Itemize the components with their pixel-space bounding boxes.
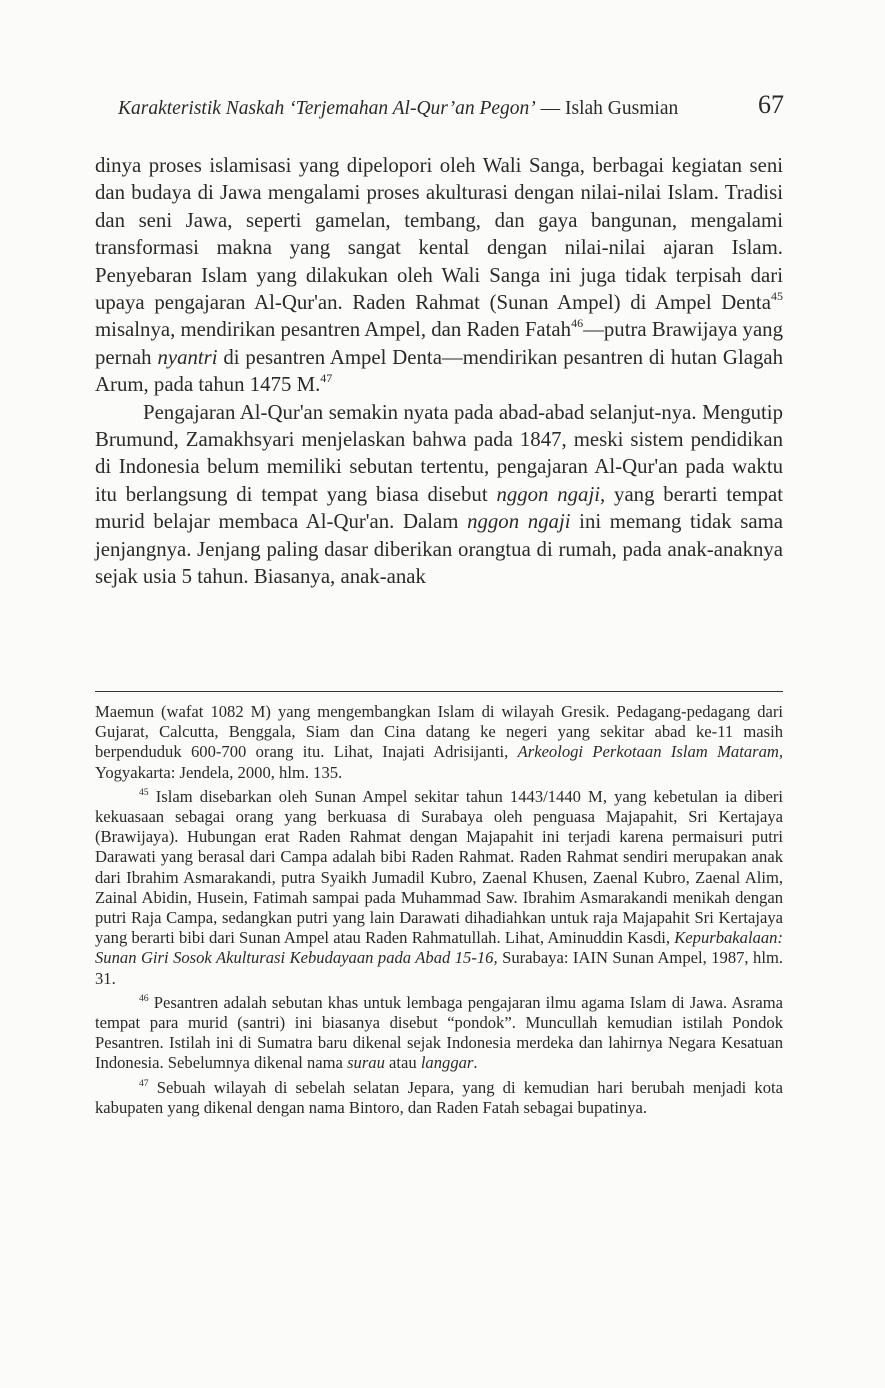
text-run: Sebuah wilayah di sebelah selatan Jepara, yang di kemudian hari berubah menjadi kota kabupaten yang dikenal dengan nama Bintoro, dan Raden Fatah sebagai bupatinya. — [95, 1077, 783, 1117]
footnote-ref-46: 46 — [571, 316, 584, 331]
text-run: yang berarti tempat murid belajar membaca Al-Qur'an. Dalam — [95, 482, 783, 534]
footnote-46 — [95, 993, 783, 1074]
footnote-number: 45 — [139, 786, 149, 798]
running-header — [118, 90, 786, 122]
text-run: Yogyakarta: Jendela, 2000, hlm. 135. — [95, 762, 343, 782]
footnote-number: 46 — [139, 992, 149, 1004]
main-text — [95, 152, 783, 591]
text-run: misalnya, mendirikan pesantren Ampel, dan Raden Fatah — [95, 318, 572, 342]
text-run: di pesantren Ampel Denta—mendirikan pesantren di hutan Glagah Arum, pada tahun 1475 M. — [95, 345, 783, 397]
text-run: —putra Brawijaya yang pernah — [95, 318, 783, 369]
footnote-ref-47: 47 — [320, 371, 333, 386]
header-title: Karakteristik Naskah ‘Terjemahan Al-Qur’an Pegon’ — [118, 98, 536, 119]
italic-title: Kepurbakalaan: Sunan Giri Sosok Akulturasi Kebudayaan pada Abad 15-16, — [95, 928, 783, 968]
text-run: ini memang tidak sama jenjangnya. Jenjang paling dasar diberikan orangtua di rumah, pada anak-anaknya sejak usia 5 tahun. Biasanya, anak-anak — [95, 510, 783, 589]
italic-title: Arkeologi Perkotaan Islam Mataram, — [517, 742, 784, 762]
footnote-47 — [95, 1078, 783, 1118]
text-run: . — [473, 1053, 478, 1073]
footnote-continuation — [95, 702, 783, 783]
italic-term: langgar — [420, 1053, 474, 1073]
text-run: Islam disebarkan oleh Sunan Ampel sekitar tahun 1443/1440 M, yang kebetulan ia diberi kekuasaan sebagai orang yang berkuasa di Surabaya oleh penguasa Majapahit, Sri Kertajaya (Brawijaya). Hubungan erat Raden Rahmat dengan Majapahit ini terjadi karena permaisuri putri Darawati yang berasal dari Campa adalah bibi Raden Rahmat. Raden Rahmat sendiri merupakan anak dari Ibrahim Asmarakandi, putra Syaikh Jumadil Kubro, Zaenal Khusen, Zaenal Kubro, Zaenal Alim, Zainal Abidin, Husein, Fatimah sampai pada Muhammad Saw. Ibrahim Asmarakandi menikah dengan putri Raja Campa, sedangkan putri yang lain Darawati dihadiahkan untuk raja Majapahit Sri Kertajaya yang berarti bibi dari Sunan Ampel atau Raden Rahmatullah. Lihat, Aminuddin Kasdi, — [95, 786, 783, 948]
italic-term: surau — [347, 1053, 385, 1073]
text-run: dinya proses islamisasi yang dipelopori oleh Wali Sanga, berbagai kegiatan seni dan budaya di Jawa mengalami proses akulturasi dengan nilai-nilai Islam. Tradisi dan seni Jawa, seperti gamelan, tembang, dan gaya bangunan, mengalami transformasi makna yang sangat kental dengan nilai-nilai ajaran Islam. Penyebaran Islam yang dilakukan oleh Wali Sanga ini juga tidak terpisah dari upaya pengajaran Al-Qur'an. Raden Rahmat (Sunan Ampel) di Ampel Denta — [95, 154, 783, 315]
italic-term: nggon ngaji, — [496, 482, 606, 506]
italic-term: nggon ngaji — [467, 510, 571, 534]
footnote-ref-45: 45 — [770, 288, 783, 303]
footnotes — [95, 702, 783, 1122]
paragraph-1 — [95, 152, 783, 399]
text-run: Pesantren adalah sebutan khas untuk lembaga pengajaran ilmu agama Islam di Jawa. Asrama tempat para murid (santri) ini biasanya disebut “pondok”. Muncullah kemudian istilah Pondok Pesantren. Istilah ini di Sumatra baru dikenal sejak Indonesia merdeka dan lahirnya Negara Kesatuan Indonesia. Sebelumnya dikenal nama — [95, 992, 783, 1073]
paragraph-2 — [95, 399, 783, 591]
text-run: Maemun (wafat 1082 M) yang mengembangkan Islam di wilayah Gresik. Pedagang-pedagang dari Gujarat, Calcutta, Benggala, Siam dan Cina datang ke negeri yang sekitar abad ke-11 masih berpenduduk 600-700 orang itu. Lihat, Inajati Adrisijanti, — [95, 702, 783, 762]
text-run: Surabaya: IAIN Sunan Ampel, 1987, hlm. 31. — [95, 948, 783, 988]
text-run: atau — [384, 1053, 421, 1073]
italic-term: nyantri — [157, 345, 218, 369]
footnote-number: 47 — [139, 1077, 149, 1089]
footnote-45 — [95, 787, 783, 989]
header-separator: — — [535, 98, 566, 119]
page-number: 67 — [758, 90, 784, 119]
footnote-divider — [95, 691, 783, 692]
header-author: Islah Gusmian — [565, 98, 679, 119]
text-run: Pengajaran Al-Qur'an semakin nyata pada abad-abad selanjut-nya. Mengutip Brumund, Zamakhsyari menjelaskan bahwa pada 1847, meski sistem pendidikan di Indonesia belum memiliki sebutan tertentu, pengajaran Al-Qur'an pada waktu itu berlangsung di tempat yang biasa disebut — [95, 400, 783, 506]
